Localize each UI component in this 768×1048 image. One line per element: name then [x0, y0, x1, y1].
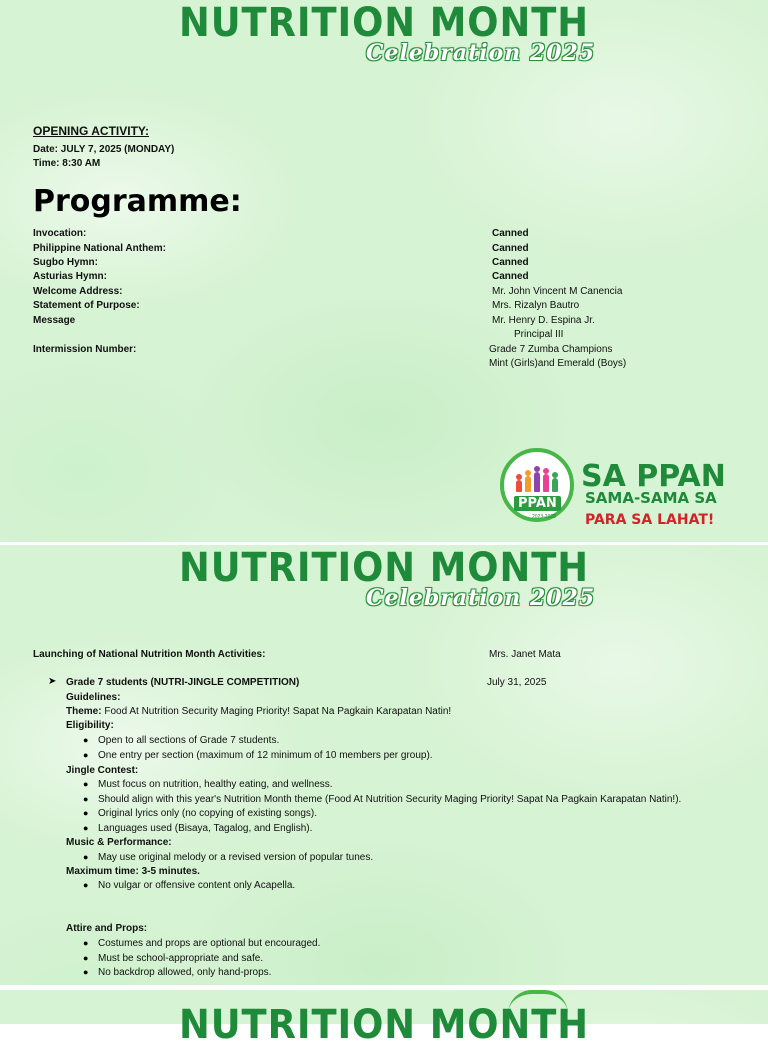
eligibility-heading: Eligibility: — [66, 720, 114, 731]
list-item: Open to all sections of Grade 7 students. — [98, 735, 280, 746]
list-item: One entry per section (maximum of 12 minimum of 10 members per group). — [98, 750, 433, 761]
intermission-label: Intermission Number: — [33, 344, 137, 355]
page-title: NUTRITION MONTH — [179, 1002, 589, 1048]
family-figure-icon — [525, 476, 531, 492]
music-performance-heading: Music & Performance: — [66, 837, 172, 848]
list-item: No backdrop allowed, only hand-props. — [98, 967, 272, 978]
intermission-line-2: Mint (Girls)and Emerald (Boys) — [489, 358, 627, 369]
opening-time: Time: 8:30 AM — [33, 158, 101, 169]
bullet-icon: ● — [83, 750, 89, 760]
family-figure-icon — [543, 474, 549, 492]
programme-value: Mr. Henry D. Espina Jr. — [492, 315, 595, 326]
theme-line — [66, 705, 451, 718]
bullet-icon: ● — [83, 852, 89, 862]
family-figure-icon — [516, 480, 522, 492]
programme-item: Invocation: — [33, 228, 87, 239]
programme-item: Welcome Address: — [33, 286, 123, 297]
logo-line-2: SAMA-SAMA SA — [585, 489, 717, 507]
family-figure-icon — [552, 478, 558, 492]
message-role: Principal III — [514, 329, 564, 340]
page-title: NUTRITION MONTH — [179, 545, 589, 591]
programme-value: Mrs. Rizalyn Bautro — [492, 300, 580, 311]
arrow-bullet-icon: ➤ — [48, 676, 57, 687]
list-item: Must be school-appropriate and safe. — [98, 953, 264, 964]
bullet-icon: ● — [83, 953, 89, 963]
programme-item: Statement of Purpose: — [33, 300, 140, 311]
guidelines-heading: Guidelines: — [66, 692, 121, 703]
programme-value: Canned — [492, 243, 529, 254]
bullet-icon: ● — [83, 808, 89, 818]
bullet-icon: ● — [83, 735, 89, 745]
launching-label: Launching of National Nutrition Month Activities: — [33, 649, 266, 660]
programme-item: Asturias Hymn: — [33, 271, 107, 282]
grade7-label: Grade 7 students (NUTRI-JINGLE COMPETITION) — [66, 677, 300, 688]
programme-value: Canned — [492, 228, 529, 239]
family-figure-icon — [534, 472, 540, 492]
launching-person: Mrs. Janet Mata — [489, 649, 561, 660]
theme-label: Theme: — [66, 706, 102, 717]
programme-item: Philippine National Anthem: — [33, 243, 166, 254]
programme-item: Message — [33, 315, 76, 326]
list-item: Costumes and props are optional but encouraged. — [98, 938, 321, 949]
list-item: May use original melody or a revised version of popular tunes. — [98, 852, 374, 863]
maximum-time-heading: Maximum time: 3-5 minutes. — [66, 866, 200, 877]
grade7-date: July 31, 2025 — [487, 677, 547, 688]
bullet-icon: ● — [83, 938, 89, 948]
bullet-icon: ● — [83, 779, 89, 789]
bullet-icon: ● — [83, 794, 89, 804]
ppan-tag: PPAN — [514, 496, 561, 511]
programme-value: Mr. John Vincent M Canencia — [492, 286, 623, 297]
list-item: Should align with this year's Nutrition Month theme (Food At Nutrition Security Maging Priority! Sapat Na Pagkain Karapatan Natin!). — [98, 794, 682, 805]
programme-heading: Programme: — [33, 184, 242, 219]
opening-activity-heading: OPENING ACTIVITY: — [33, 124, 150, 138]
ppan-logo — [500, 448, 574, 522]
page-subtitle: Celebration 2025 — [366, 40, 596, 66]
programme-item: Sugbo Hymn: — [33, 257, 98, 268]
document-page-3 — [0, 990, 768, 1048]
theme-text: Food At Nutrition Security Maging Priority! Sapat Na Pagkain Karapatan Natin! — [101, 706, 452, 717]
ppan-years: 2023-2028 — [532, 514, 556, 520]
page-subtitle: Celebration 2025 — [366, 585, 596, 611]
logo-line-1: SA PPAN — [581, 459, 726, 494]
page-title: NUTRITION MONTH — [179, 0, 589, 46]
document-page-2 — [0, 545, 768, 985]
bullet-icon: ● — [83, 880, 89, 890]
list-item: Original lyrics only (no copying of existing songs). — [98, 808, 317, 819]
programme-value: Canned — [492, 271, 529, 282]
bullet-icon: ● — [83, 967, 89, 977]
list-item: Must focus on nutrition, healthy eating, and wellness. — [98, 779, 333, 790]
intermission-line-1: Grade 7 Zumba Champions — [489, 344, 613, 355]
programme-value: Canned — [492, 257, 529, 268]
jingle-contest-heading: Jingle Contest: — [66, 765, 139, 776]
attire-heading: Attire and Props: — [66, 923, 148, 934]
bullet-icon: ● — [83, 823, 89, 833]
logo-line-3: PARA SA LAHAT! — [585, 512, 715, 528]
list-item: No vulgar or offensive content only Acapella. — [98, 880, 296, 891]
opening-date: Date: JULY 7, 2025 (MONDAY) — [33, 144, 175, 155]
list-item: Languages used (Bisaya, Tagalog, and English). — [98, 823, 313, 834]
